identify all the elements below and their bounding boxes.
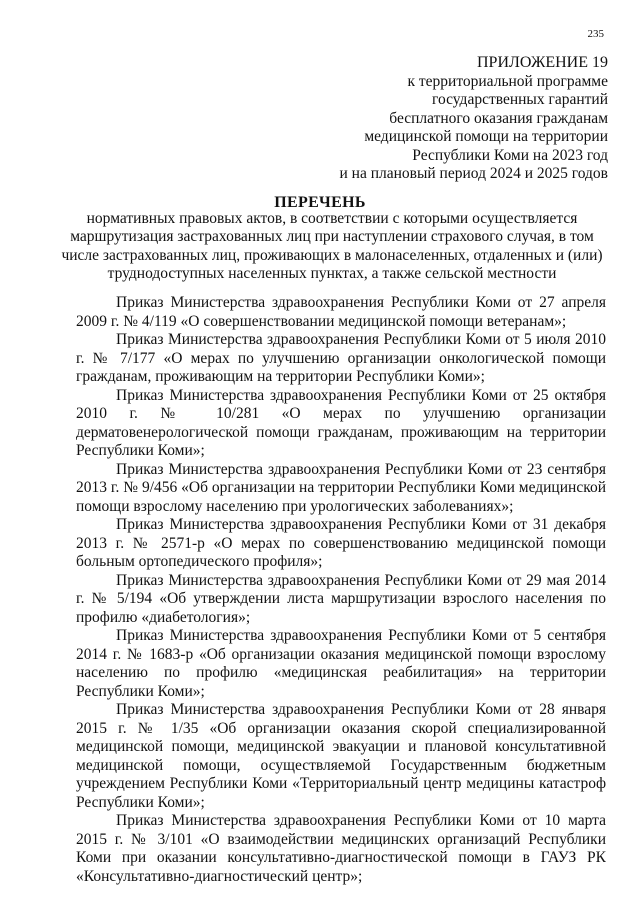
- list-item: Приказ Министерства здравоохранения Республики Коми от 29 мая 2014 г. № 5/194 «Об утверждении листа маршрутизации взрослого населения по профилю «диабетология»;: [76, 571, 606, 626]
- appendix-line: медицинской помощи на территории: [364, 128, 608, 145]
- appendix-block: [339, 54, 608, 184]
- list-item: Приказ Министерства здравоохранения Республики Коми от 27 апреля 2009 г. № 4/119 «О совершенствовании медицинской помощи ветеранам»;: [76, 294, 606, 330]
- page-number: 235: [587, 28, 604, 40]
- list-item: Приказ Министерства здравоохранения Республики Коми от 31 декабря 2013 г. № 2571-р «О мерах по совершенствованию медицинской помощи больным ортопедического профиля»;: [76, 516, 606, 570]
- appendix-line: и на плановый период 2024 и 2025 годов: [339, 165, 608, 182]
- appendix-line: государственных гарантий: [432, 91, 608, 108]
- appendix-line: бесплатного оказания гражданам: [389, 109, 608, 127]
- acts-list: [76, 294, 606, 886]
- list-item: Приказ Министерства здравоохранения Республики Коми от 5 июля 2010 г. № 7/177 «О мерах по улучшению организации онкологической помощи гражданам, проживающим на территории Республики Коми»;: [76, 331, 606, 385]
- list-item: Приказ Министерства здравоохранения Республики Коми от 10 марта 2015 г. № 3/101 «О взаимодействии медицинских организаций Республики Коми при оказании консультативно-диагностической помощи в ГАУЗ РК «Консультативно-диагностический центр»;: [76, 812, 606, 885]
- appendix-line: к территориальной программе: [407, 72, 608, 90]
- list-item: Приказ Министерства здравоохранения Республики Коми от 25 октября 2010 г. № 10/281 «О мерах по улучшению организации дерматовенерологической помощи гражданам, проживающим на территории Республики Коми»;: [76, 386, 606, 459]
- list-item: Приказ Министерства здравоохранения Республики Коми от 5 сентября 2014 г. № 1683-р «Об организации оказания медицинской помощи взрослому населению по профилю «медицинская реабилитация» на территории Республики Коми»;: [76, 627, 606, 700]
- document-heading: ПЕРЕЧЕНЬ: [274, 194, 366, 211]
- list-item: Приказ Министерства здравоохранения Республики Коми от 23 сентября 2013 г. № 9/456 «Об организации на территории Республики Коми медицинской помощи взрослому населению при урологических заболеваниях»;: [76, 460, 606, 515]
- appendix-title: ПРИЛОЖЕНИЕ 19: [476, 54, 608, 71]
- document-subheading: нормативных правовых актов, в соответствии с которыми осуществляется маршрутизация застрахованных лиц при наступлении страхового случая, в том числе застрахованных лиц, проживающих в малонаселенных, отдаленных и (или) труднодоступных населенных пунктах, а также сельской местности: [61, 210, 603, 282]
- list-item: Приказ Министерства здравоохранения Республики Коми от 28 января 2015 г. № 1/35 «Об организации оказания скорой специализированной медицинской помощи, медицинской эвакуации и плановой консультативной медицинской помощи, осуществляемой Государственным бюджетным учреждением Республики Коми «Территориальный центр медицины катастроф Республики Коми»;: [76, 701, 606, 811]
- appendix-line: Республики Коми на 2023 год: [412, 146, 608, 164]
